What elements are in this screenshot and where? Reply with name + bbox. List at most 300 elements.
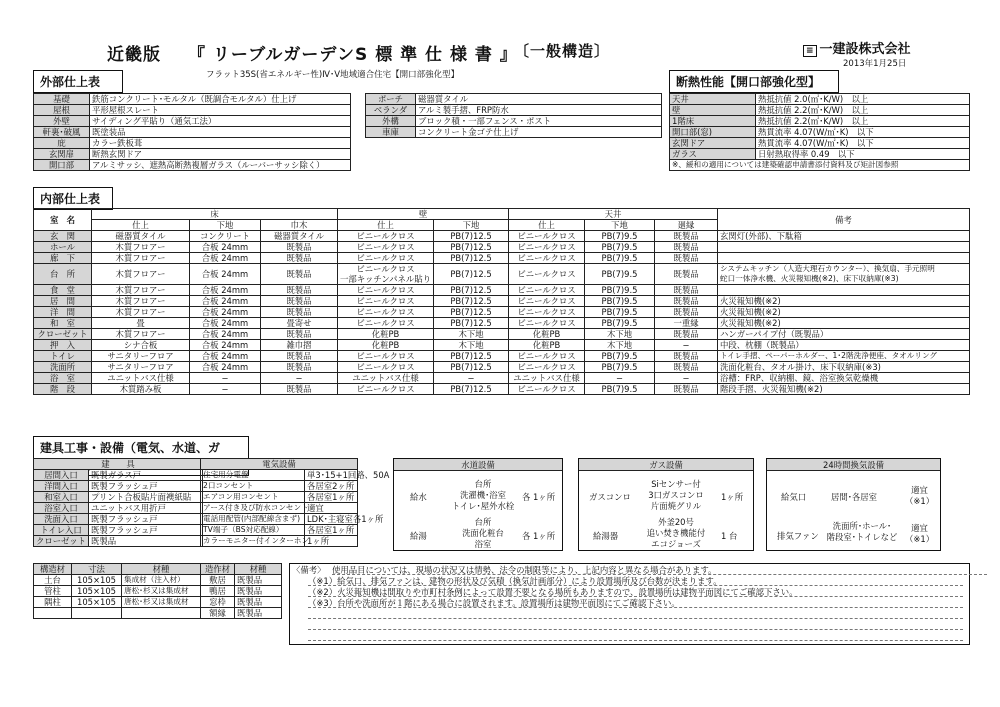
finish-cell <box>718 285 970 296</box>
insulation-table <box>669 93 970 171</box>
exterior-item-label: 外壁 <box>34 116 90 127</box>
table-row <box>34 503 203 514</box>
structure-cell: 管柱 <box>34 586 72 597</box>
fitting-type: 既製品 <box>89 536 203 547</box>
finish-cell: 合板 24mm <box>190 264 261 285</box>
table-row <box>34 492 203 503</box>
structure-cell: 105×105 <box>72 597 122 608</box>
table-row <box>201 608 282 619</box>
table-row <box>34 575 201 586</box>
table-row <box>34 149 351 160</box>
exterior-item-value: アルミ製手摺、FRP防水 <box>416 105 662 116</box>
col-wall-base: 下地 <box>434 220 509 231</box>
gas-heater-label: 給湯器 <box>593 531 619 541</box>
finish-cell: 木下地 <box>434 329 509 340</box>
exterior-item-label: 車庫 <box>366 127 416 138</box>
finish-cell: 既製品 <box>655 285 718 296</box>
insulation-item-value: 熱貫流率 4.07(W/㎡･K) 以下 <box>756 138 970 149</box>
finish-cell: 化粧PB <box>338 329 434 340</box>
trim-cell: 鴨居 <box>201 586 235 597</box>
finish-cell: PB(7)9.5 <box>585 307 655 318</box>
exterior-item-value: 鉄筋コンクリート･モルタル（既調合モルタル）仕上げ <box>90 94 351 105</box>
finish-cell: − <box>190 384 261 395</box>
finish-cell: ビニールクロス <box>338 296 434 307</box>
electric-item: カラーモニター付インターホン <box>201 536 305 547</box>
table-row <box>201 575 282 586</box>
col-wall: 壁 <box>338 209 509 220</box>
ventilation-panel <box>766 458 941 551</box>
table-row <box>670 94 970 105</box>
finish-cell: PB(7)12.5 <box>434 285 509 296</box>
finish-cell: 合板 24mm <box>190 242 261 253</box>
finish-cell: 既製品 <box>655 264 718 285</box>
finish-cell: PB(7)12.5 <box>434 264 509 285</box>
exterior-item-label: ポーチ <box>366 94 416 105</box>
insulation-item-label: 天井 <box>670 94 756 105</box>
exterior-item-label: 外構 <box>366 116 416 127</box>
vent-inlet-qty: 適宜 （※1） <box>905 485 935 506</box>
structure-col-header: 構造材 <box>34 564 72 575</box>
finish-cell: 合板 24mm <box>190 307 261 318</box>
finish-cell: 既製品 <box>655 351 718 362</box>
table-row <box>670 105 970 116</box>
exterior-table-left <box>33 93 351 171</box>
fitting-type: 既製フラッシュ戸 <box>89 481 203 492</box>
fitting-location: 洋間入口 <box>34 481 89 492</box>
finish-cell: − <box>434 373 509 384</box>
finish-cell: 合板 24mm <box>190 253 261 264</box>
finish-cell: 既製品 <box>261 307 338 318</box>
finish-cell: 既製品 <box>261 329 338 340</box>
finish-cell: 既製品 <box>655 307 718 318</box>
finish-cell: PB(7)12.5 <box>434 231 509 242</box>
room-name: 玄 関 <box>34 231 92 242</box>
insulation-item-value: 熱抵抗値 2.2(㎡･K/W) 以上 <box>756 116 970 127</box>
finish-cell: 既製品 <box>655 231 718 242</box>
finish-cell: ビニールクロス <box>338 362 434 373</box>
electric-item: アース付き及び防水コンセント <box>201 503 305 514</box>
table-row <box>34 329 970 340</box>
finish-cell: 合板 24mm <box>190 329 261 340</box>
finish-cell: 磁器質タイル <box>92 231 190 242</box>
table-row <box>201 597 282 608</box>
finish-cell: PB(7)9.5 <box>585 253 655 264</box>
room-name: ホール <box>34 242 92 253</box>
electric-value: 各居室1ヶ所 <box>305 492 358 503</box>
insulation-item-label: 開口部(窓) <box>670 127 756 138</box>
electric-item: 2口コンセント <box>201 481 305 492</box>
gas-title: ガス設備 <box>579 459 753 471</box>
gas-stove-count: 1ヶ所 <box>721 492 744 502</box>
finish-cell: 木下地 <box>434 340 509 351</box>
table-row <box>34 94 351 105</box>
notes-label: 〈備考〉 <box>292 565 326 575</box>
fitting-location: トイレ入口 <box>34 525 89 536</box>
finish-cell: 木質フロアー <box>92 242 190 253</box>
structure-col-header: 寸法 <box>72 564 122 575</box>
finish-cell: 雑巾摺 <box>261 340 338 351</box>
finish-cell: 木下地 <box>585 340 655 351</box>
gas-stove-desc: Siセンサー付 3口ガスコンロ 片面焼グリル <box>648 479 704 511</box>
table-row <box>670 116 970 127</box>
finish-cell: 既製品 <box>261 253 338 264</box>
exterior-item-label: 軒裏･破風 <box>34 127 90 138</box>
finish-cell: 木質フロアー <box>92 253 190 264</box>
finish-cell: 既製品 <box>261 384 338 395</box>
exterior-table-right <box>365 93 662 138</box>
finish-cell: 既製品 <box>261 285 338 296</box>
table-row <box>34 105 351 116</box>
note-blank-line <box>308 630 963 641</box>
electric-item: TV端子（BS対応配線） <box>201 525 305 536</box>
finish-cell: コンクリート <box>190 231 261 242</box>
exterior-item-value: サイディング平貼り（通気工法） <box>90 116 351 127</box>
finish-cell: ビニールクロス <box>509 318 585 329</box>
trim-table <box>200 563 282 619</box>
fittings-table <box>33 458 203 547</box>
insulation-item-value: 熱抵抗値 2.2(㎡･K/W) 以上 <box>756 105 970 116</box>
company-logo-icon: ≡ <box>803 45 817 57</box>
finish-cell: ビニールクロス <box>338 384 434 395</box>
finish-cell: 化粧PB <box>338 340 434 351</box>
gas-heater-desc: 外釜20号 追い焚き機能付 エコジョーズ <box>646 517 706 549</box>
water-hot-items: 台所 洗面化粧台 浴室 <box>462 517 504 549</box>
finish-cell: ビニールクロス <box>509 242 585 253</box>
table-row <box>34 160 351 171</box>
finish-cell: PB(7)9.5 <box>585 362 655 373</box>
table-row <box>34 586 201 597</box>
finish-cell: ビニールクロス <box>338 307 434 318</box>
table-row <box>34 525 203 536</box>
finish-cell: 既製品 <box>655 296 718 307</box>
finish-cell: 畳寄せ <box>261 318 338 329</box>
finish-cell: PB(7)12.5 <box>434 351 509 362</box>
finish-cell: 合板 24mm <box>190 318 261 329</box>
room-name: クローゼット <box>34 329 92 340</box>
finish-cell: 磁器質タイル <box>261 231 338 242</box>
fitting-location: クローゼット <box>34 536 89 547</box>
table-row <box>34 318 970 329</box>
finish-cell: ビニールクロス <box>338 318 434 329</box>
finish-cell: PB(7)9.5 <box>585 296 655 307</box>
finish-cell: 畳 <box>92 318 190 329</box>
finish-cell: 既製品 <box>655 329 718 340</box>
room-name: トイレ <box>34 351 92 362</box>
col-floor-base: 下地 <box>190 220 261 231</box>
finish-cell: ハンガーパイプ付（既製品） <box>718 329 970 340</box>
exterior-item-label: 屋根 <box>34 105 90 116</box>
col-ceiling-finish: 仕上 <box>509 220 585 231</box>
table-row <box>34 264 970 285</box>
remark-line: 蛇口一体浄水機、火災報知機(※2)、床下収納庫(※3) <box>720 274 899 283</box>
finish-cell: 化粧PB <box>509 340 585 351</box>
room-name: 和 室 <box>34 318 92 329</box>
electric-item: エアコン用コンセント <box>201 492 305 503</box>
vent-fan-qty: 適宜 （※1） <box>905 523 935 544</box>
vent-fan-label: 排気ファン <box>777 531 819 541</box>
note-line: （※3）台所や洗面所が１階にある場合に設置されます。設置場所は建物平面図にてご確認下さい。 <box>308 597 963 608</box>
finish-cell: PB(7)12.5 <box>434 318 509 329</box>
fitting-type: 既製フラッシュ戸 <box>89 514 203 525</box>
finish-cell: トイレ手摺、ペーパーホルダー、1･2階洗浄便座、タオルリング <box>718 351 970 362</box>
finish-cell: 合板 24mm <box>190 340 261 351</box>
finish-cell: 合板 24mm <box>190 296 261 307</box>
finish-cell: − <box>261 373 338 384</box>
table-row <box>366 116 662 127</box>
exterior-item-value: コンクリート金ゴテ仕上げ <box>416 127 662 138</box>
finish-cell <box>718 264 970 285</box>
insulation-item-value: 熱貫流率 4.07(W/㎡･K) 以下 <box>756 127 970 138</box>
finish-cell <box>718 242 970 253</box>
structure-col-header: 材種 <box>122 564 201 575</box>
table-row <box>34 351 970 362</box>
subtitle: フラット35S(省エネルギー性)Ⅳ･Ⅴ地域適合住宅【開口部強化型】 <box>206 70 460 80</box>
electric-item: 電話用配管(内部配線含まず) <box>201 514 305 525</box>
finish-cell: ビニールクロス <box>509 253 585 264</box>
wall-finish-line: 一部キッチンパネル貼り <box>340 274 431 284</box>
finish-cell: ユニットバス仕様 <box>509 373 585 384</box>
room-name: 居 間 <box>34 296 92 307</box>
finish-cell: 既製品 <box>261 264 338 285</box>
note-line: （※2）火災報知機は間取りや市町村条例によって設置不要となる場所もありますので、設置場所は建物平面図にてご確認下さい。 <box>308 586 963 597</box>
col-wall-finish: 仕上 <box>338 220 434 231</box>
col-remarks: 備考 <box>718 209 970 231</box>
finish-cell: ビニールクロス <box>338 285 434 296</box>
table-row <box>34 285 970 296</box>
vent-inlet-label: 給気口 <box>781 492 807 502</box>
electric-item: 住宅用分電盤 <box>201 470 305 481</box>
document-title: 『 リーブルガーデンS 標 準 仕 様 書 』 <box>188 45 518 65</box>
water-supply-count: 各 1ヶ所 <box>522 492 556 502</box>
finish-cell: 洗面化粧台、タオル掛け、床下収納庫(※3) <box>718 362 970 373</box>
finish-cell: シナ合板 <box>92 340 190 351</box>
table-row <box>34 138 351 149</box>
finish-cell: 木質踏み板 <box>92 384 190 395</box>
room-name: 浴 室 <box>34 373 92 384</box>
finish-cell: − <box>655 340 718 351</box>
room-name: 階 段 <box>34 384 92 395</box>
finish-cell: 既製品 <box>655 253 718 264</box>
trim-cell: 敷居 <box>201 575 235 586</box>
structure-cell: 隅柱 <box>34 597 72 608</box>
table-row <box>201 514 358 525</box>
equipment-heading: 建具工事・設備（電気、水道、ガ <box>33 436 249 476</box>
table-row <box>34 514 203 525</box>
structure-cell: 唐松･杉又は集成材 <box>122 597 201 608</box>
finish-cell: ビニールクロス <box>509 231 585 242</box>
note-line: 使用品目については、現場の状況又は情勢、法令の制限等により、上記内容と異なる場合があります。 <box>332 564 987 575</box>
finish-cell: PB(7)12.5 <box>434 242 509 253</box>
table-row <box>34 536 203 547</box>
exterior-item-label: ベランダ <box>366 105 416 116</box>
trim-cell: 既製品 <box>235 575 282 586</box>
insulation-note: ※、緩和の適用については建築確認申請書添付資料及び矩計図参照 <box>670 160 970 171</box>
finish-cell: PB(7)9.5 <box>585 384 655 395</box>
insulation-item-value: 日射熱取得率 0.49 以下 <box>756 149 970 160</box>
finish-cell: PB(7)12.5 <box>434 296 509 307</box>
finish-cell: 合板 24mm <box>190 351 261 362</box>
water-hot-label: 給湯 <box>410 531 427 541</box>
table-row <box>201 586 282 597</box>
finish-cell: 浴槽：FRP、収納棚、鏡、浴室換気乾燥機 <box>718 373 970 384</box>
document-date: 2013年1月25日 <box>843 59 907 69</box>
finish-cell: 既製品 <box>261 242 338 253</box>
gas-heater-count: 1 台 <box>721 531 738 541</box>
finish-cell: 合板 24mm <box>190 362 261 373</box>
interior-finish-table <box>33 208 970 395</box>
finish-cell: 既製品 <box>261 296 338 307</box>
finish-cell: 火災報知機(※2) <box>718 318 970 329</box>
finish-cell: ビニールクロス <box>338 351 434 362</box>
trim-cell: 既製品 <box>235 586 282 597</box>
finish-cell: PB(7)12.5 <box>434 307 509 318</box>
finish-cell: − <box>655 373 718 384</box>
note-blank-line <box>308 608 963 619</box>
table-row <box>201 503 358 514</box>
col-molding: 廻縁 <box>655 220 718 231</box>
table-row <box>34 116 351 127</box>
exterior-item-label: 玄関扉 <box>34 149 90 160</box>
table-row <box>201 536 358 547</box>
note-line: （※1）給気口、排気ファンは、建物の形状及び気積（換気計画部分）により設置場所及び台数が決まります。 <box>308 575 963 586</box>
exterior-item-value: 平形屋根スレート <box>90 105 351 116</box>
insulation-item-label: 壁 <box>670 105 756 116</box>
remark-line: システムキッチン（人造大理石カウンター）、換気扇、手元照明 <box>720 264 935 273</box>
exterior-item-label: 基礎 <box>34 94 90 105</box>
finish-cell: 既製品 <box>655 384 718 395</box>
col-floor: 床 <box>92 209 338 220</box>
structure-table <box>33 563 201 619</box>
finish-cell: PB(7)9.5 <box>585 264 655 285</box>
finish-cell: 木質フロアー <box>92 296 190 307</box>
table-row <box>34 597 201 608</box>
exterior-item-value: 既塗装品 <box>90 127 351 138</box>
fitting-type: プリント合板貼片面襖紙貼 <box>89 492 203 503</box>
electric-value: 1ヶ所 <box>305 536 358 547</box>
water-supply-label: 給水 <box>410 492 427 502</box>
table-row <box>34 296 970 307</box>
note-blank-line <box>308 619 963 630</box>
table-row <box>34 373 970 384</box>
ventilation-title: 24時間換気設備 <box>767 459 940 471</box>
finish-cell: ビニールクロス <box>509 351 585 362</box>
table-row <box>34 307 970 318</box>
structure-cell: 105×105 <box>72 586 122 597</box>
vent-fan-where: 洗面所･ホール･ 階段室･トイレなど <box>826 521 898 542</box>
exterior-item-label: 開口部 <box>34 160 90 171</box>
col-baseboard: 巾木 <box>261 220 338 231</box>
fitting-type: 既製フラッシュ戸 <box>89 525 203 536</box>
exterior-item-label: 庇 <box>34 138 90 149</box>
finish-cell: 既製品 <box>261 362 338 373</box>
gas-stove-label: ガスコンロ <box>589 492 631 502</box>
exterior-heading: 外部仕上表 <box>33 70 123 93</box>
finish-cell: 木質フロアー <box>92 285 190 296</box>
finish-cell: 既製品 <box>261 351 338 362</box>
finish-cell: 中段、枕棚（既製品） <box>718 340 970 351</box>
table-row <box>201 481 358 492</box>
finish-cell: サニタリーフロア <box>92 351 190 362</box>
table-row <box>34 340 970 351</box>
table-row <box>366 127 662 138</box>
table-row <box>34 231 970 242</box>
insulation-heading: 断熱性能【開口部強化型】 <box>669 70 839 93</box>
finish-cell <box>338 264 434 285</box>
finish-cell: 木質フロアー <box>92 264 190 285</box>
finish-cell: 木下地 <box>585 329 655 340</box>
table-row <box>201 525 358 536</box>
trim-cell: 額縁 <box>201 608 235 619</box>
electric-value: 各居室2ヶ所 <box>305 481 358 492</box>
fitting-location: 和室入口 <box>34 492 89 503</box>
table-row <box>34 253 970 264</box>
fittings-title: 建 具 <box>34 459 203 470</box>
exterior-item-value: 断熱玄関ドア <box>90 149 351 160</box>
exterior-item-value: ブロック積・一部フェンス・ポスト <box>416 116 662 127</box>
table-row <box>34 362 970 373</box>
finish-cell: ビニールクロス <box>338 231 434 242</box>
finish-cell: PB(7)9.5 <box>585 231 655 242</box>
trim-cell: 既製品 <box>235 597 282 608</box>
insulation-item-value: 熱抵抗値 2.0(㎡･K/W) 以上 <box>756 94 970 105</box>
fitting-type: ユニットバス用折戸 <box>89 503 203 514</box>
finish-cell: 化粧PB <box>509 329 585 340</box>
table-row <box>34 127 351 138</box>
table-row <box>34 242 970 253</box>
finish-cell: PB(7)9.5 <box>585 318 655 329</box>
table-row <box>670 149 970 160</box>
insulation-item-label: 玄関ドア <box>670 138 756 149</box>
trim-cell: 窓枠 <box>201 597 235 608</box>
finish-cell: PB(7)12.5 <box>434 253 509 264</box>
table-row <box>366 105 662 116</box>
room-name: 押 入 <box>34 340 92 351</box>
finish-cell: 合板 24mm <box>190 285 261 296</box>
water-supply-items: 台所 洗濯機･浴室 トイレ･屋外水栓 <box>451 479 515 511</box>
col-floor-finish: 仕上 <box>92 220 190 231</box>
structure-cell: 105×105 <box>72 575 122 586</box>
structure-cell: 集成材（注入材） <box>122 575 201 586</box>
trim-col-header: 造作材 <box>201 564 235 575</box>
finish-cell: − <box>585 373 655 384</box>
finish-cell: ビニールクロス <box>509 362 585 373</box>
col-room: 室 名 <box>34 209 92 231</box>
finish-cell: 火災報知機(※2) <box>718 296 970 307</box>
exterior-item-value: アルミサッシ、遮熱高断熱複層ガラス（ルーバーサッシ除く） <box>90 160 351 171</box>
company-name: ≡ 一建設株式会社 <box>803 38 911 57</box>
col-ceiling-base: 下地 <box>585 220 655 231</box>
finish-cell: PB(7)9.5 <box>585 351 655 362</box>
finish-cell: PB(7)12.5 <box>434 362 509 373</box>
room-name: 廊 下 <box>34 253 92 264</box>
wall-finish-line: ビニールクロス <box>356 264 415 274</box>
exterior-item-value: 磁器質タイル <box>416 94 662 105</box>
notes-panel <box>289 563 970 645</box>
room-name: 洗面所 <box>34 362 92 373</box>
finish-cell: 既製品 <box>655 242 718 253</box>
trim-col-header: 材種 <box>235 564 282 575</box>
table-row <box>366 94 662 105</box>
table-row <box>34 481 203 492</box>
table-row <box>34 470 203 481</box>
finish-cell: PB(7)9.5 <box>585 242 655 253</box>
structure-kind: 〔一般構造〕 <box>514 42 611 60</box>
trim-cell: 既製品 <box>235 608 282 619</box>
vent-inlet-where: 居間･各居室 <box>831 492 878 502</box>
gas-panel <box>578 458 754 551</box>
electric-value: LDK･主寝室各1ヶ所 <box>305 514 358 525</box>
finish-cell: ビニールクロス <box>509 264 585 285</box>
